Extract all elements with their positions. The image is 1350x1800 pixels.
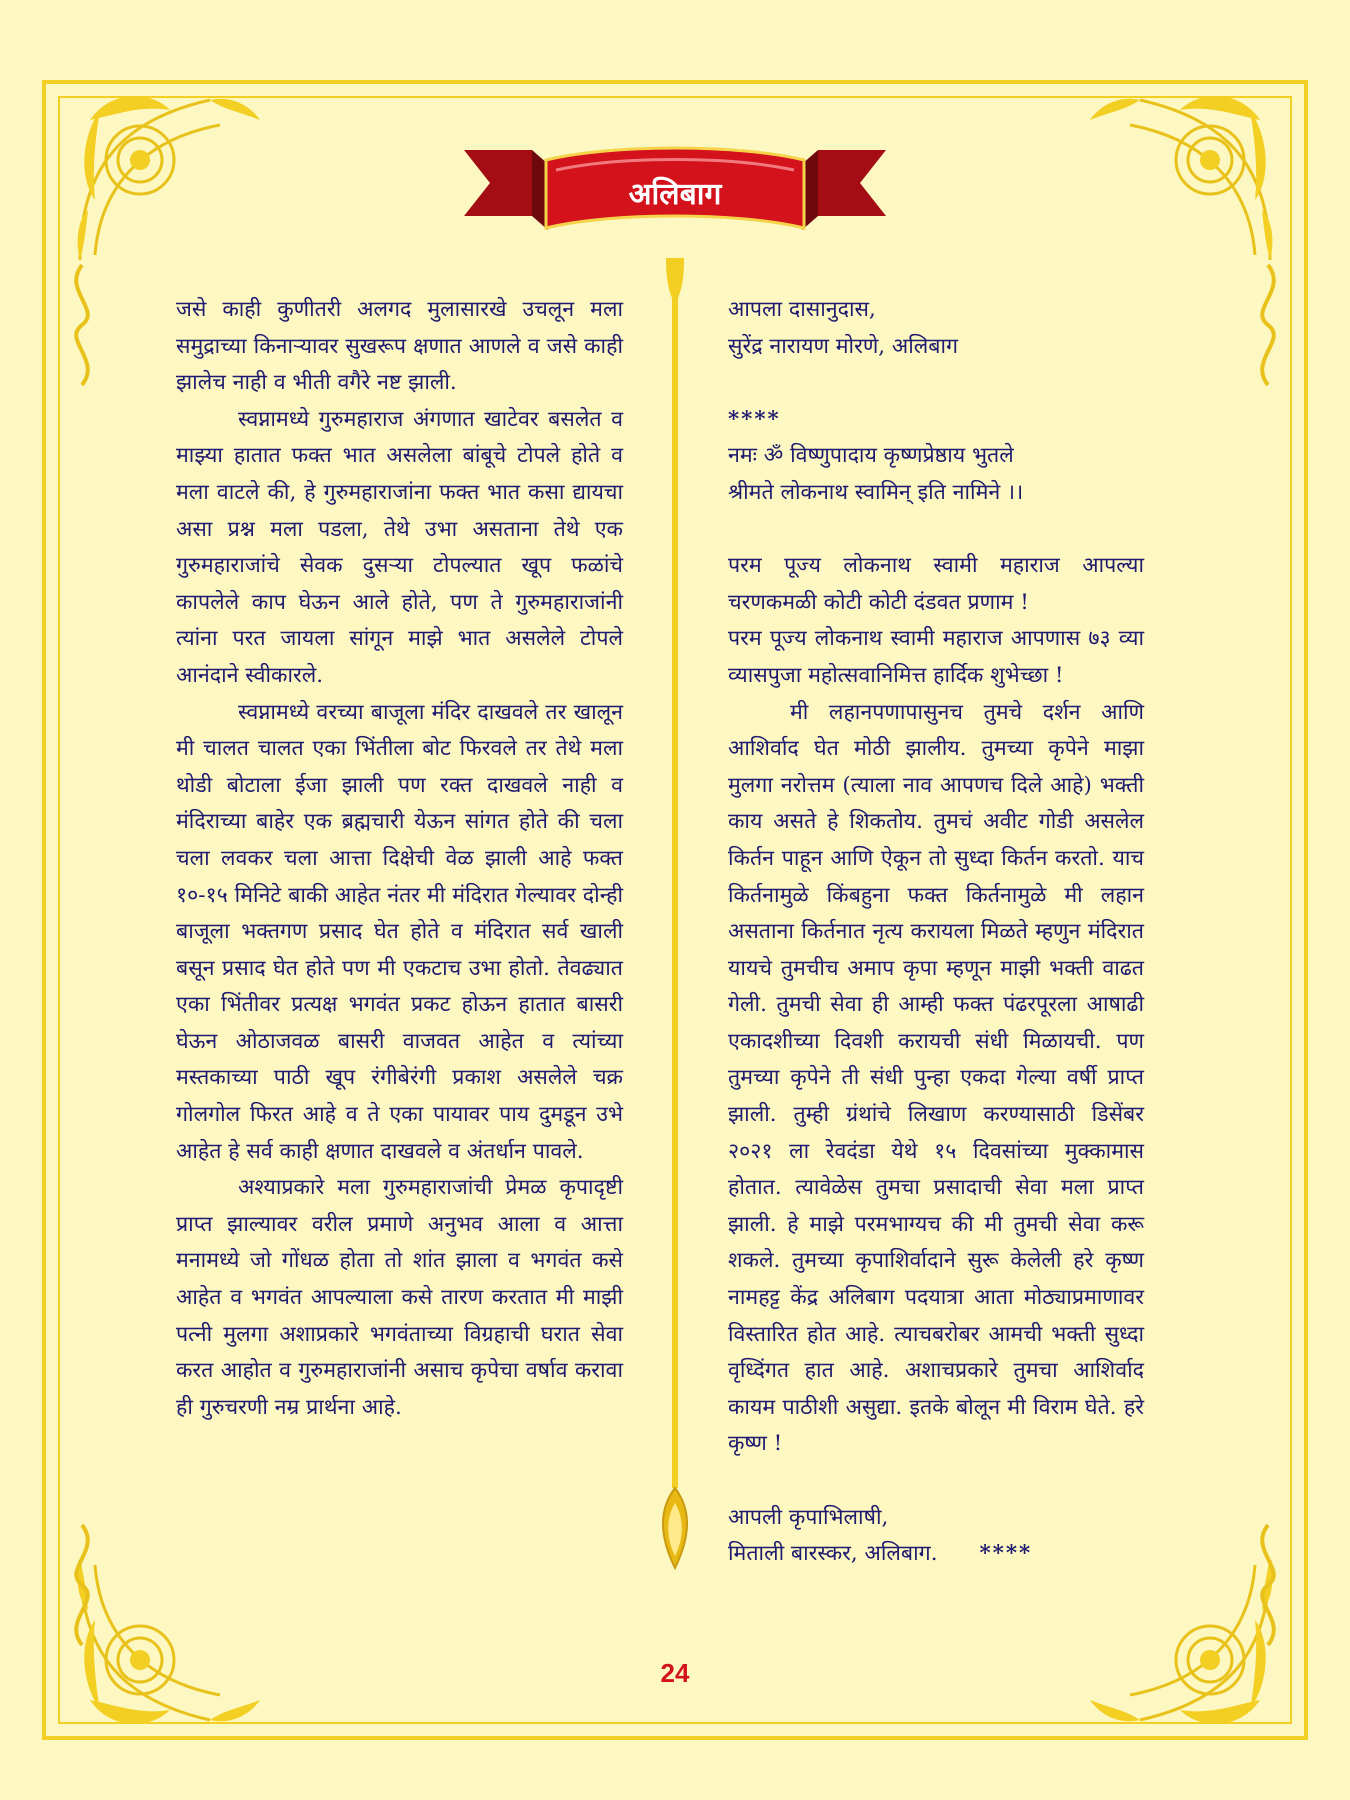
signature-row bbox=[728, 1536, 1144, 1573]
separator-stars: **** bbox=[979, 1541, 1033, 1567]
wish-paragraph: परम पूज्य लोकनाथ स्वामी महाराज आपणास ७३ व्या व्यासपुजा महोत्सवानिमित्त हार्दिक शुभेच्छा ! bbox=[728, 626, 1144, 688]
separator-stars: **** bbox=[728, 406, 781, 432]
spacer bbox=[728, 365, 1144, 402]
spacer bbox=[728, 1463, 1144, 1500]
side-ornament-right-top bbox=[1248, 260, 1288, 390]
spacer bbox=[728, 512, 1144, 549]
side-ornament-left-top bbox=[62, 260, 102, 390]
verse-line: नमः ॐ विष्णुपादाय कृष्णप्रेष्ठाय भुतले bbox=[728, 443, 1014, 469]
greeting-paragraph: परम पूज्य लोकनाथ स्वामी महाराज आपल्या चरणकमळी कोटी कोटी दंडवत प्रणाम ! bbox=[728, 553, 1144, 615]
side-ornament-right-bottom bbox=[1248, 1520, 1288, 1650]
paragraph: जसे काही कुणीतरी अलगद मुलासारखे उचलून मला समुद्राच्या किनाऱ्यावर सुखरूप क्षणात आणले व जसे काही झालेच नाही व भीती वगैरे नष्ट झाली. bbox=[176, 297, 623, 396]
closing-line: आपली कृपाभिलाषी, bbox=[728, 1504, 889, 1530]
signature-line: मिताली बारस्कर, अलिबाग. bbox=[728, 1541, 938, 1567]
paragraph: अश्याप्रकारे मला गुरुमहाराजांची प्रेमळ कृपादृष्टी प्राप्त झाल्यावर वरील प्रमाणे अनुभव आला व आत्ता मनामध्ये जो गोंधळ होता तो शांत झाला व भगवंत कसे आहेत व भगवंत आपल्याला कसे तारण करतात मी माझी पत्नी मुलगा अशाप्रकारे भगवंताच्या विग्रहाची घरात सेवा करत आहोत व गुरुमहाराजांनी असाच कृपेचा वर्षाव करावा ही गुरुचरणी नम्र प्रार्थना आहे. bbox=[176, 1175, 623, 1420]
side-ornament-left-bottom bbox=[62, 1520, 102, 1650]
right-column bbox=[728, 292, 1144, 1573]
closing-line: आपला दासानुदास, bbox=[728, 297, 876, 322]
corner-ornament-top-left bbox=[60, 80, 270, 270]
left-column bbox=[176, 292, 623, 1426]
page-number: 24 bbox=[660, 1658, 690, 1688]
signature-line: सुरेंद्र नारायण मोरणे, अलिबाग bbox=[728, 333, 959, 359]
paragraph: स्वप्नामध्ये गुरुमहाराज अंगणात खाटेवर बसलेत व माझ्या हातात फक्त भात असलेला बांबूचे टोपले होते व मला वाटले की, हे गुरुमहाराजांना फक्त भात कसा द्यायचा असा प्रश्न मला पडला, तेथे उभा असताना तेथे एक गुरुमहाराजांचे सेवक दुसऱ्या टोपल्यात खूप फळांचे कापलेले काप घेऊन आले होते, पण ते गुरुमहाराजांनी त्यांना परत जायला सांगून माझे भात असलेले टोपले आनंदाने स्वीकारले. bbox=[176, 406, 623, 688]
body-paragraph: मी लहानपणापासुनच तुमचे दर्शन आणि आशिर्वाद घेत मोठी झालीय. तुमच्या कृपेने माझा मुलगा नरोत्तम (त्याला नाव आपणच दिले आहे) भक्ती काय असते हे शिकतोय. तुमचं अवीट गोडी असलेल किर्तन पाहून आणि ऐकून तो सुध्दा किर्तन करतो. याच किर्तनामुळे किंबहुना फक्त किर्तनामुळे मी लहान असताना किर्तनात नृत्य करायला मिळते म्हणुन मंदिरात यायचे तुमचीच अमाप कृपा म्हणून माझी भक्ती वाढत गेली. तुमची सेवा ही आम्ही फक्त पंढरपूरला आषाढी एकादशीच्या दिवशी करायची संधी मिळायची. पण तुमच्या कृपेने ती संधी पुन्हा एकदा गेल्या वर्षी प्राप्त झाली. तुम्ही ग्रंथांचे लिखाण करण्यासाठी डिसेंबर २०२१ ला रेवदंडा येथे १५ दिवसांच्या मुक्कामास होतात. त्यावेळेस तुमचा प्रसादाची सेवा मला प्राप्त झाली. हे माझे परमभाग्यच की मी तुमची सेवा करू शकले. तुमच्या कृपाशिर्वादाने सुरू केलेली हरे कृष्ण नामहट्ट केंद्र अलिबाग पदयात्रा आता मोठ्याप्रमाणावर विस्तारित होत आहे. त्याचबरोबर आमची भक्ती सुध्दा वृध्दिंगत हात आहे. अशाचप्रकारे तुमचा आशिर्वाद कायम पाठीशी असुद्या. इतके बोलून मी विराम घेते. हरे कृष्ण ! bbox=[728, 699, 1144, 1457]
paragraph: स्वप्नामध्ये वरच्या बाजूला मंदिर दाखवले तर खालून मी चालत चालत एका भिंतीला बोट फिरवले तर तेथे मला थोडी बोटाला ईजा झाली पण रक्त दाखवले नाही व मंदिराच्या बाहेर एक ब्रह्मचारी येऊन सांगत होते की चला चला लवकर चला आत्ता दिक्षेची वेळ झाली आहे फक्त १०-१५ मिनिटे बाकी आहेत नंतर मी मंदिरात गेल्यावर दोन्ही बाजूला भक्तगण प्रसाद घेत होते व मंदिरात सर्व खाली बसून प्रसाद घेत होते पण मी एकटाच उभा होतो. तेवढ्यात एका भिंतीवर प्रत्यक्ष भगवंत प्रकट होऊन हातात बासरी घेऊन ओठाजवळ बासरी वाजवत आहेत व त्यांच्या मस्तकाच्या पाठी खूप रंगीबेरंगी प्रकाश असलेले चक्र गोलगोल फिरत आहे व ते एका पायावर पाय दुमडून उभे आहेत हे सर्व काही क्षणात दाखवले व अंतर्धान पावले. bbox=[176, 699, 623, 1164]
corner-ornament-top-right bbox=[1080, 80, 1290, 270]
page-title: अलिबाग bbox=[628, 177, 722, 212]
verse-line: श्रीमते लोकनाथ स्वामिन् इति नामिने ।। bbox=[728, 479, 1024, 505]
column-divider bbox=[650, 258, 700, 1600]
title-ribbon bbox=[462, 130, 888, 246]
